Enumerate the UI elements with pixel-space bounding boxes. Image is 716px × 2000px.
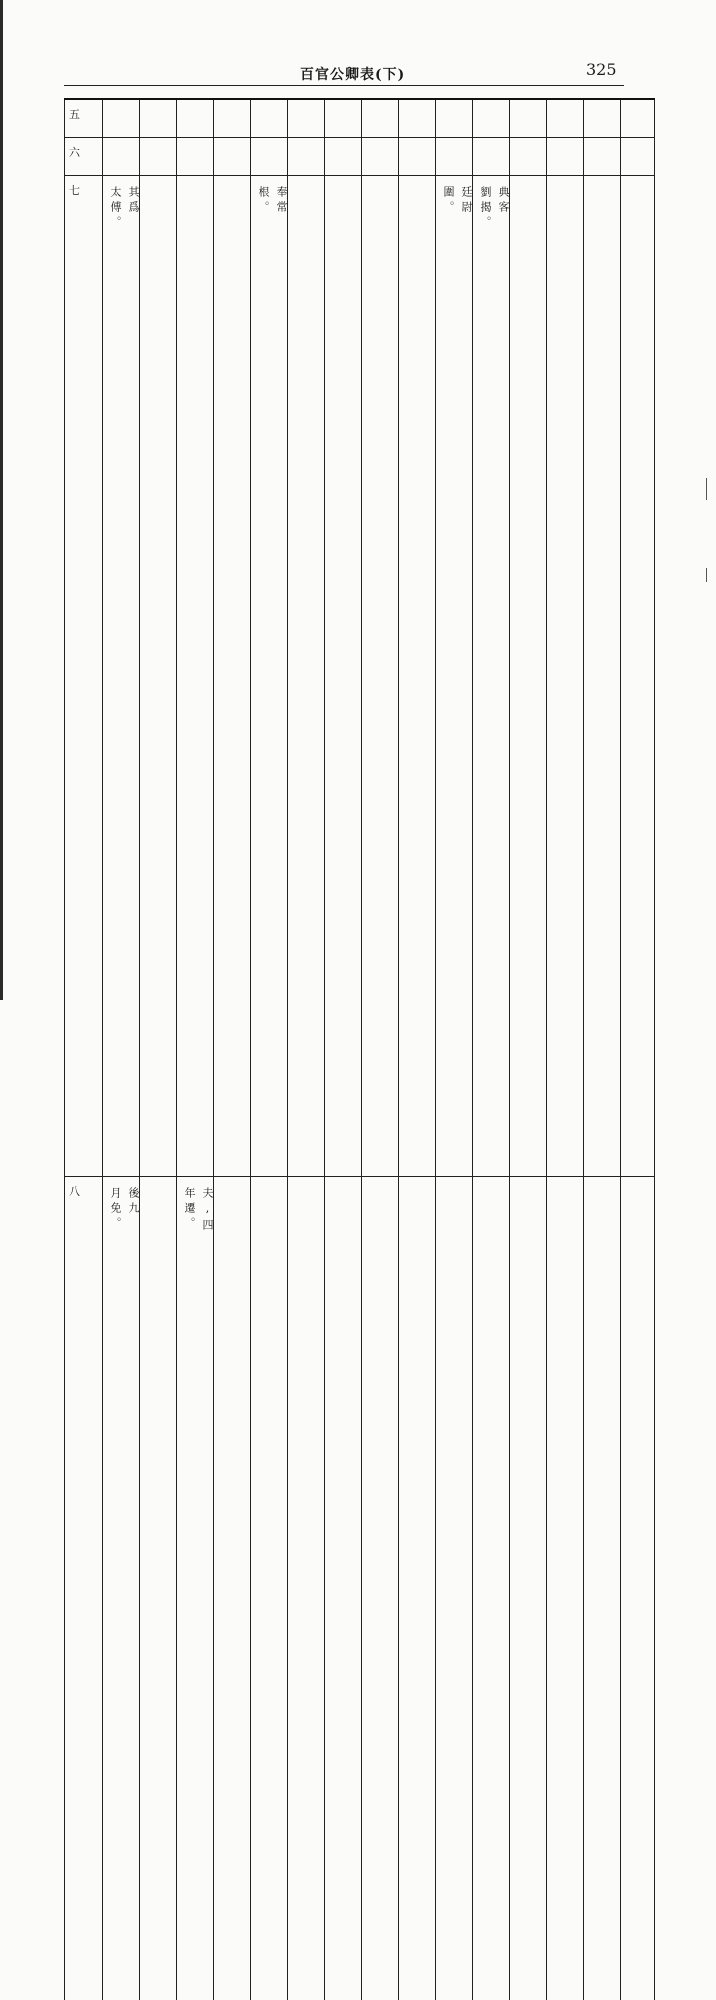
entry-cell bbox=[103, 1176, 140, 2000]
year-cell: 六 bbox=[65, 137, 103, 175]
entry-cell: 典客 劉揭。 bbox=[473, 175, 510, 1176]
header-rule bbox=[64, 85, 624, 86]
page-left-edge bbox=[0, 0, 3, 1000]
entry-cell bbox=[177, 1176, 214, 2000]
table-row bbox=[65, 137, 655, 175]
table-row bbox=[65, 99, 655, 137]
officials-table bbox=[64, 98, 655, 2000]
page-number: 325 bbox=[586, 60, 617, 79]
entry-cell: 其爲 太傅。 bbox=[103, 175, 140, 1176]
year-cell: 五 bbox=[65, 99, 103, 137]
edge-mark bbox=[706, 478, 707, 500]
table-row bbox=[65, 175, 655, 1176]
entry-cell: 廷尉 圍。 bbox=[436, 175, 473, 1176]
edge-mark bbox=[706, 568, 707, 582]
running-title: 百官公卿表(下) bbox=[300, 64, 405, 84]
year-cell: 七 bbox=[65, 175, 103, 1176]
year-cell bbox=[65, 1176, 103, 2000]
table-row bbox=[65, 1176, 655, 2000]
entry-cell: 奉常 根。 bbox=[251, 175, 288, 1176]
